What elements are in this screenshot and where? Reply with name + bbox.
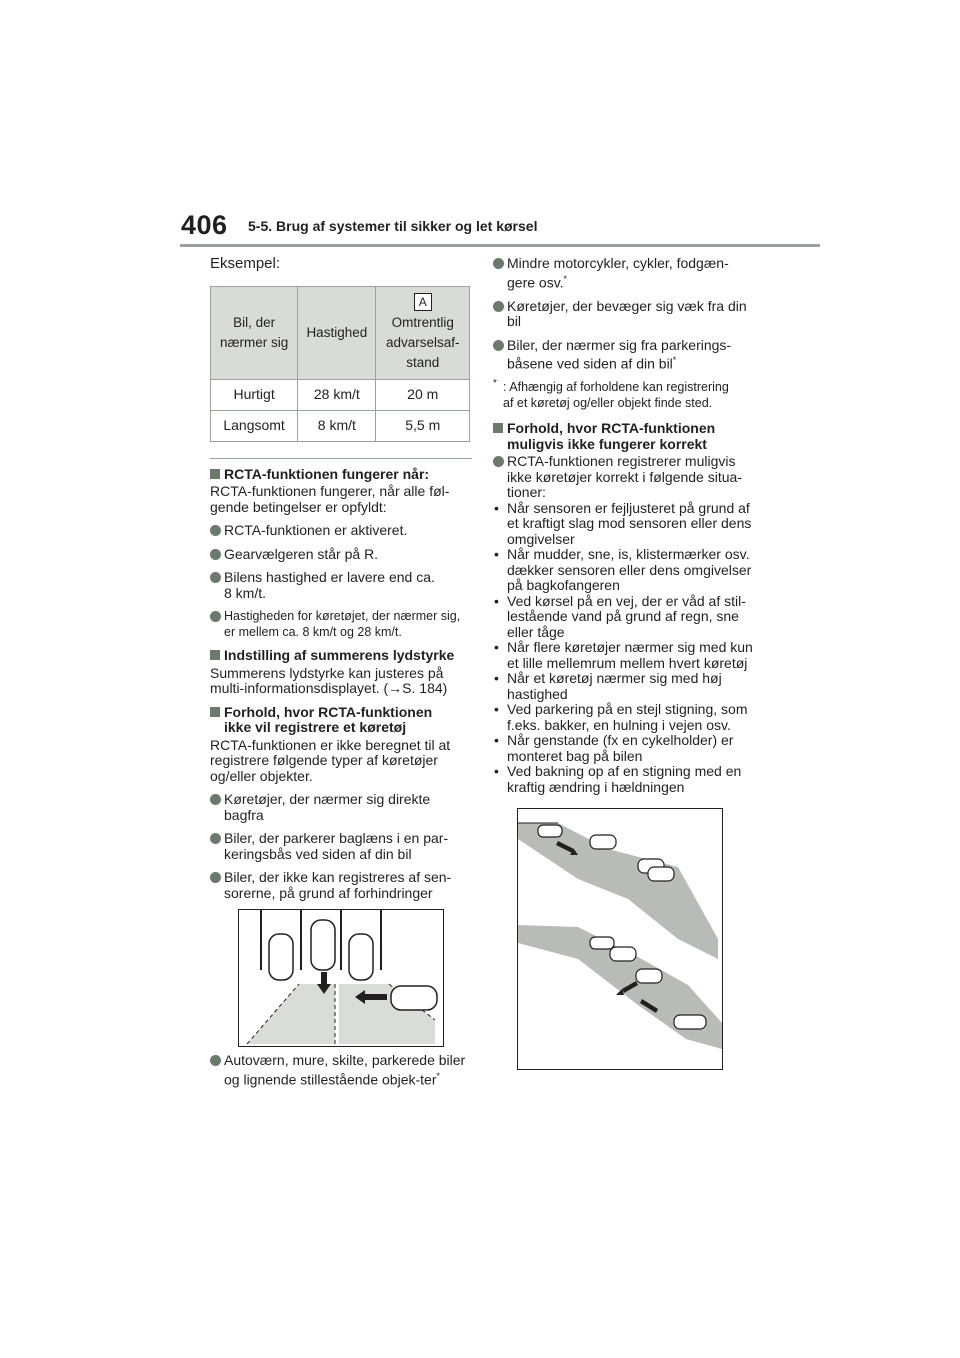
bullet-item: Gearvælgeren står på R. <box>210 547 472 563</box>
paragraph: Summerens lydstyrke kan justeres på multi-informationsdisplayet. (→S. 184) <box>210 664 448 696</box>
bullet-item <box>493 256 755 291</box>
condition-item: • Når mudder, sne, is, klistermærker osv. dækker sensoren eller dens omgivelser på bagkofangeren <box>493 547 755 594</box>
paragraph: RCTA-funktionen fungerer, når alle føl-gende betingelser er opfyldt: <box>210 483 450 515</box>
condition-item: • Ved kørsel på en vej, der er våd af stil-lestående vand på grund af regn, sne eller tåge <box>493 594 755 641</box>
right-column <box>493 256 755 1070</box>
table-cell: 5,5 m <box>376 410 470 441</box>
condition-item: • Når sensoren er fejljusteret på grund af et kraftigt slag mod sensoren eller dens omgivelser <box>493 501 755 548</box>
left-column <box>210 256 472 1096</box>
header-text: Omtrentlig <box>391 315 454 330</box>
table-header-cell <box>376 286 470 379</box>
speed-table <box>210 286 470 442</box>
table-header-cell: Hastighed <box>298 286 376 379</box>
table-cell: Langsomt <box>211 410 298 441</box>
subheading-text: Forhold, hvor RCTA-funktionen <box>224 703 433 720</box>
callout-label: A <box>414 293 432 311</box>
footnote-marker: * <box>493 378 497 390</box>
bullet-item <box>493 338 755 373</box>
condition-item: • Når flere køretøjer nærmer sig med kun et lille mellemrum mellem hvert køretøj <box>493 640 755 671</box>
example-label: Eksempel: <box>210 255 281 272</box>
subheading: Indstilling af summerens lydstyrke <box>210 648 472 664</box>
condition-item: • Ved parkering på en stejl stigning, som f.eks. bakker, en hulning i vejen osv. <box>493 702 755 733</box>
bullet-item: Biler, der ikke kan registreres af sen-sorerne, på grund af forhindringer <box>210 870 472 901</box>
footnote-marker: * <box>436 1070 440 1081</box>
bullet-text: Autoværn, mure, skilte, parkerede biler og lignende stillestående objek-ter <box>224 1052 466 1088</box>
footnote-text: af et køretøj og/eller objekt finde sted. <box>503 395 713 410</box>
subheading <box>493 421 755 452</box>
bullet-item: RCTA-funktionen er aktiveret. <box>210 523 472 539</box>
table-row <box>211 410 470 441</box>
bullet-text: Bilens hastighed er lavere end ca. <box>224 569 435 585</box>
footnote <box>493 380 755 411</box>
table-cell: 28 km/t <box>298 379 376 410</box>
condition-item: • Når et køretøj nærmer sig med høj hastighed <box>493 671 755 702</box>
footnote-marker: * <box>563 273 568 284</box>
paragraph: RCTA-funktionen er ikke beregnet til at registrere følgende typer af køretøjer og/eller objekter. <box>210 736 451 784</box>
table-header-cell <box>211 286 298 379</box>
bullet-item: Biler, der parkerer baglæns i en par-keringsbås ved siden af din bil <box>210 831 472 862</box>
condition-list <box>493 501 755 796</box>
bullet-text: Mindre motorcykler, cykler, fodgæn- <box>507 255 729 271</box>
bullet-text: båsene ved siden af din bil <box>507 355 673 372</box>
subheading-text: Forhold, hvor RCTA-funktionen <box>507 420 716 437</box>
footnote-text: : Afhængig af forholdene kan registrering <box>503 380 729 395</box>
header-text: advarselsaf- <box>385 335 460 350</box>
bullet-text: 8 km/t. <box>224 584 267 601</box>
condition-item: • Ved bakning op af en stigning med en kraftig ændring i hældningen <box>493 764 755 795</box>
parking-lot-illustration <box>238 909 444 1047</box>
bullet-item: RCTA-funktionen registrerer muligvis ikke køretøjer korrekt i følgende situa-tioner: <box>493 454 755 501</box>
table-cell: 20 m <box>376 379 470 410</box>
table-cell: Hurtigt <box>211 379 298 410</box>
bullet-item: Køretøjer, der nærmer sig direkte bagfra <box>210 792 472 823</box>
divider <box>210 458 472 459</box>
header-text: nærmer sig <box>219 334 289 350</box>
header-text: stand <box>406 355 440 370</box>
subheading: RCTA-funktionen fungerer når: <box>210 467 472 483</box>
bullet-item <box>210 1053 472 1088</box>
table-row <box>211 379 470 410</box>
bullet-item: Køretøjer, der bevæger sig væk fra din bil <box>493 299 755 330</box>
bullet-item <box>210 570 472 601</box>
subheading-text: muligvis ikke fungerer korrekt <box>507 435 707 452</box>
condition-item: • Når genstande (fx en cykelholder) er monteret bag på bilen <box>493 733 755 764</box>
subheading <box>210 705 472 736</box>
bullet-text: gere osv. <box>507 274 564 291</box>
bullet-item: Hastigheden for køretøjet, der nærmer sig, er mellem ca. 8 km/t og 28 km/t. <box>210 609 472 640</box>
header-text: Bil, der <box>233 314 276 330</box>
slope-road-illustration <box>517 808 723 1070</box>
footnote-marker: * <box>672 355 677 366</box>
bullet-text: Biler, der nærmer sig fra parkerings- <box>507 336 732 353</box>
header-divider <box>180 244 820 247</box>
table-cell: 8 km/t <box>298 410 376 441</box>
subheading-text: ikke vil registrere et køretøj <box>224 719 407 735</box>
table-header-row <box>211 286 470 379</box>
section-title: 5-5. Brug af systemer til sikker og let kørsel <box>248 218 538 234</box>
page-number: 406 <box>181 210 228 240</box>
